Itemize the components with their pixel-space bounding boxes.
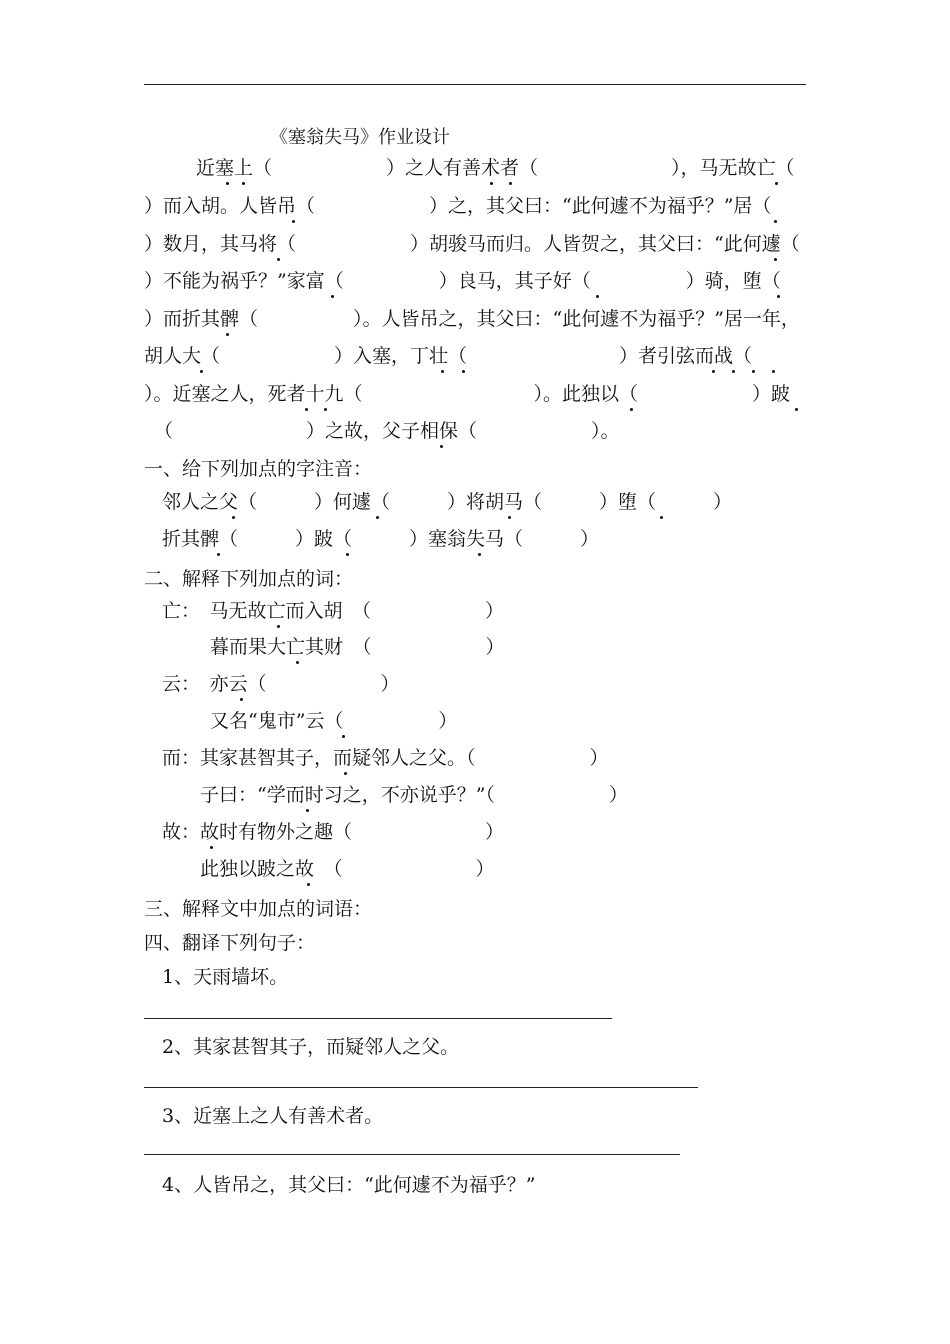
question-line: 又名“鬼市”云（ ） [210, 710, 458, 732]
emphasis-dot [441, 370, 444, 373]
translation-item: 3、近塞上之人有善术者。 [162, 1105, 384, 1127]
emphasis-dot [296, 661, 299, 664]
section-heading: 一、给下列加点的字注音： [144, 458, 373, 480]
passage-line: ）数月，其马将（ ）胡骏马而归。人皆贺之，其父曰：“此何遽（ [144, 233, 800, 255]
translation-item: 4、人皆吊之，其父曰：“此何遽不为福乎？” [162, 1174, 536, 1196]
question-line: 云： 亦云（ ） [162, 673, 400, 695]
emphasis-dot [305, 408, 308, 411]
question-line: 暮而果大亡其财 （ ） [210, 636, 505, 658]
question-line: 邻人之父（ ）何遽（ ）将胡马（ ）堕（ ） [162, 491, 733, 513]
emphasis-dot [307, 883, 310, 886]
question-line: 此独以跛之故 （ ） [200, 858, 495, 880]
emphasis-dot [346, 553, 349, 556]
question-line: 而：其家甚智其子，而疑邻人之父。（ ） [162, 747, 609, 769]
emphasis-dot [462, 370, 465, 373]
emphasis-dot [630, 408, 633, 411]
emphasis-dot [509, 182, 512, 185]
passage-line: 胡人大（ ）入塞，丁壮（ ）者引弦而战（ [144, 345, 753, 367]
emphasis-dot [344, 772, 347, 775]
emphasis-dot [306, 809, 309, 812]
top-rule [144, 84, 806, 85]
emphasis-dot [277, 258, 280, 261]
emphasis-dot [331, 295, 334, 298]
passage-line: 近塞上（ ）之人有善术者（ ），马无故亡（ [196, 157, 795, 179]
emphasis-dot [342, 735, 345, 738]
emphasis-dot [232, 516, 235, 519]
passage-line: ）而入胡。人皆吊（ ）之，其父曰：“此何遽不为福乎？”居（ [144, 195, 772, 217]
emphasis-dot [596, 295, 599, 298]
question-line: 子曰：“学而时习之，不亦说乎？”（ ） [200, 784, 628, 806]
emphasis-dot [775, 182, 778, 185]
emphasis-dot [795, 408, 798, 411]
emphasis-dot [440, 445, 443, 448]
answer-line [144, 1154, 680, 1155]
emphasis-dot [712, 370, 715, 373]
emphasis-dot [376, 516, 379, 519]
emphasis-dot [226, 333, 229, 336]
question-line: 亡： 马无故亡而入胡 （ ） [162, 600, 505, 622]
emphasis-dot [226, 182, 229, 185]
emphasis-dot [210, 846, 213, 849]
emphasis-dot [774, 220, 777, 223]
emphasis-dot [292, 220, 295, 223]
emphasis-dot [772, 370, 775, 373]
passage-line: ）不能为祸乎？”家富（ ）良马，其子好（ ）骑，堕（ [144, 270, 781, 292]
emphasis-dot [774, 258, 777, 261]
emphasis-dot [277, 625, 280, 628]
page-title: 《塞翁失马》作业设计 [270, 127, 450, 148]
section-heading: 二、解释下列加点的词： [144, 568, 354, 590]
emphasis-dot [660, 516, 663, 519]
passage-line: ）而折其髀（ ）。人皆吊之，其父曰：“此何遽不为福乎？”居一年， [144, 308, 800, 330]
question-line: 故：故时有物外之趣（ ） [162, 821, 505, 843]
emphasis-dot [217, 553, 220, 556]
emphasis-dot [240, 698, 243, 701]
emphasis-dot [324, 408, 327, 411]
emphasis-dot [242, 182, 245, 185]
emphasis-dot [490, 182, 493, 185]
emphasis-dot [732, 370, 735, 373]
emphasis-dot [200, 370, 203, 373]
passage-line: ）。近塞之人，死者十九（ ）。此独以（ ）跛 [144, 383, 791, 405]
translation-item: 1、天雨墙坏。 [162, 966, 289, 988]
section-heading: 四、翻译下列句子： [144, 932, 316, 954]
emphasis-dot [752, 370, 755, 373]
passage-line: （ ）之故，父子相保（ ）。 [154, 420, 620, 442]
answer-line [144, 1087, 698, 1088]
emphasis-dot [777, 295, 780, 298]
answer-line [144, 1018, 612, 1019]
emphasis-dot [478, 553, 481, 556]
section-heading: 三、解释文中加点的词语： [144, 898, 373, 920]
translation-item: 2、其家甚智其子，而疑邻人之父。 [162, 1036, 460, 1058]
emphasis-dot [508, 516, 511, 519]
question-line: 折其髀（ ）跛（ ）塞翁失马（ ） [162, 528, 600, 550]
